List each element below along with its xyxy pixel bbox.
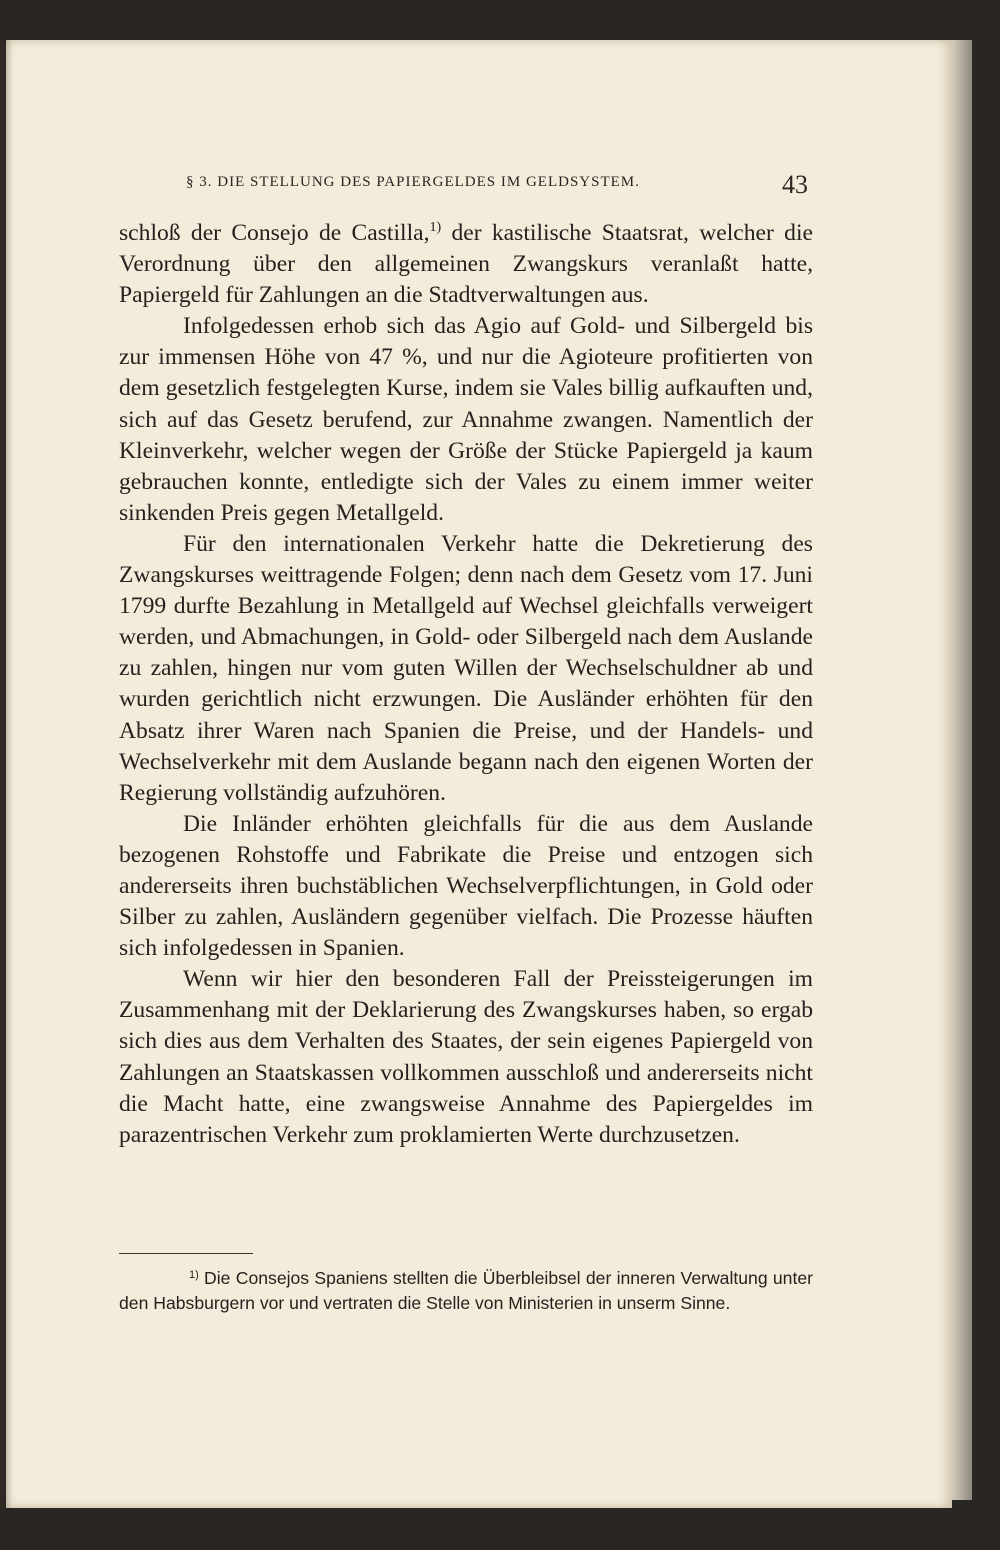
paragraph-2: Infolgedessen erhob sich das Agio auf Gold- und Silbergeld bis zur immensen Höhe von 47 %, und nur die Agioteure profitierten von dem gesetzlich festgelegten Kurse, indem sie Vales billig aufkauften und, sich auf das Gesetz berufend, zur Annahme zwangen. Namentlich der Kleinverkehr, welcher wegen der Größe der Stücke Papiergeld ja kaum gebrauchen konnte, entledigte sich der Vales zu einem immer weiter sinkenden Preis gegen Metallgeld. <box>119 313 813 526</box>
footnote-marker: 1) <box>189 1269 199 1281</box>
footnote-reference: 1) <box>429 220 442 235</box>
page-edge <box>950 40 972 1500</box>
page-number: 43 <box>782 170 808 199</box>
paragraph-5: Wenn wir hier den besonderen Fall der Preissteigerungen im Zusammenhang mit der Deklarierung des Zwangskurses haben, so ergab sich dies aus dem Verhalten des Staates, der sein eigenes Papiergeld von Zahlungen an Staatskassen vollkommen ausschloß und andererseits nicht die Macht hatte, eine zwangsweise Annahme des Papiergeldes im parazentrischen Verkehr zum proklamierten Werte durchzusetzen. <box>119 966 813 1148</box>
footnote-text: Die Consejos Spaniens stellten die Überbleibsel der inneren Verwaltung unter den Habsburgern vor und vertraten die Stelle von Ministerien in unserm Sinne. <box>119 1268 813 1313</box>
paragraph-3: Für den internationalen Verkehr hatte die Dekretierung des Zwangskurses weittragende Folgen; denn nach dem Gesetz vom 17. Juni 1799 durfte Bezahlung in Metallgeld auf Wechsel gleichfalls verweigert werden, und Abmachungen, in Gold- oder Silbergeld nach dem Auslande zu zahlen, hingen nur vom guten Willen der Wechselschuldner ab und wurden gerichtlich nicht erzwungen. Die Ausländer erhöhten für den Absatz ihrer Waren nach Spanien die Preise, und der Handels- und Wechselverkehr mit dem Auslande begann nach den eigenen Worten der Regierung vollständig aufzuhören. <box>119 530 813 806</box>
gutter-shadow <box>0 40 12 1508</box>
footnote-paragraph <box>119 1266 813 1316</box>
paragraph-1 <box>119 218 813 311</box>
running-title: § 3. DIE STELLUNG DES PAPIERGELDES IM GELDSYSTEM. <box>186 174 640 190</box>
paragraph-1-start: schloß der Consejo de Castilla, <box>119 220 430 246</box>
paragraph-4: Die Inländer erhöhten gleichfalls für die aus dem Auslande bezogenen Rohstoffe und Fabrikate die Preise und entzogen sich andererseits ihren buchstäblichen Wechselverpflichtungen, in Gold oder Silber zu zahlen, Ausländern gegenüber vielfach. Die Prozesse häuften sich infolgedessen in Spanien. <box>119 810 813 962</box>
paragraph-1-rest: der kastilische Staatsrat, welcher die Verordnung über den allgemeinen Zwangskurs veranlaßt hatte, Papiergeld für Zahlungen an die Stadtverwaltungen aus. <box>119 220 813 309</box>
footnote-divider <box>119 1253 253 1254</box>
body-text <box>119 218 813 1151</box>
running-head <box>186 172 816 200</box>
footnote <box>119 1266 813 1316</box>
